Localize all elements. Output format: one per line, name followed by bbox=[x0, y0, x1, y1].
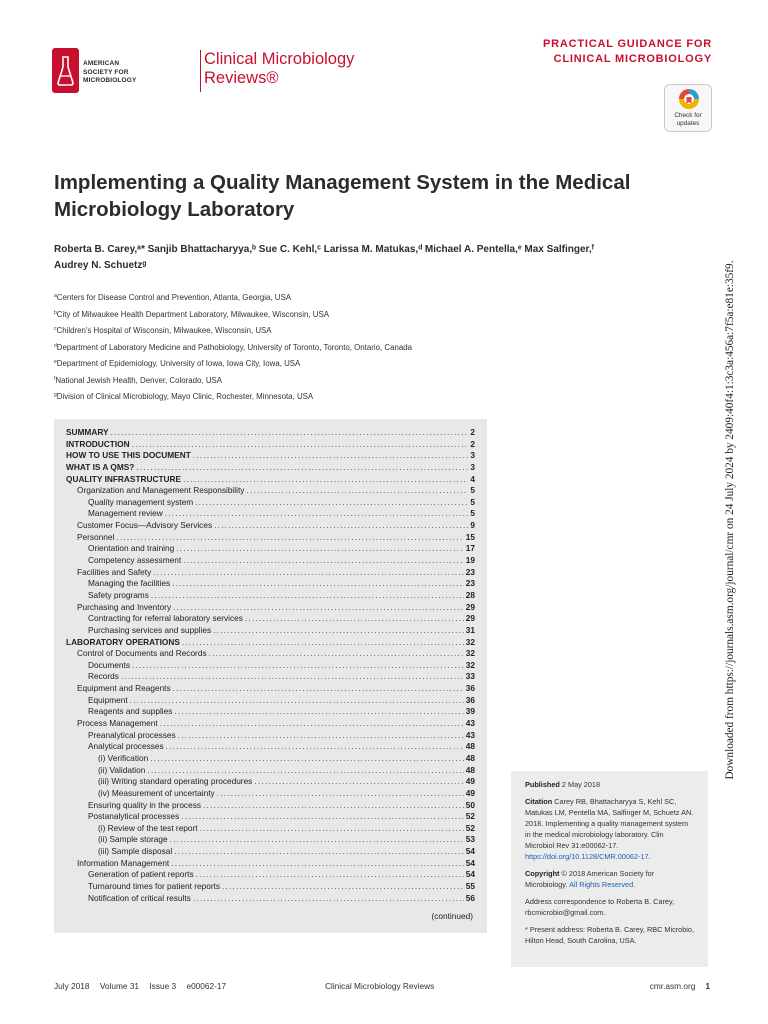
toc-entry-label: Ensuring quality in the process bbox=[88, 799, 201, 810]
toc-leader-dots bbox=[217, 788, 464, 800]
toc-entry-page: 23 bbox=[465, 566, 475, 577]
toc-entry-page: 54 bbox=[465, 846, 475, 857]
toc-entry-label: Control of Documents and Records bbox=[77, 648, 207, 659]
affiliation-text: Department of Laboratory Medicine and Pathobiology, University of Toronto, Toronto, Ontario, Canada bbox=[56, 342, 413, 352]
toc-entry-label: Quality management system bbox=[88, 496, 194, 507]
toc-entry[interactable] bbox=[66, 858, 475, 870]
citation-info: Citation Carey RB, Bhattacharyya S, Kehl SC, Matukas LM, Pentella MA, Salfinger M, Schuetz AN. 2018. Implementing a quality management system in the medical microbiology laboratory. Clin Microbiol Rev 31:e00062-17. https://doi.org/10.1128/CMR.00062-17. bbox=[525, 797, 694, 861]
toc-leader-dots bbox=[171, 858, 464, 870]
toc-entry[interactable] bbox=[66, 811, 475, 823]
toc-entry-page: 9 bbox=[470, 520, 475, 531]
present-address: * Present address: Roberta B. Carey, RBC Microbio, Hilton Head, South Carolina, USA. bbox=[525, 925, 694, 945]
section-label-line1: PRACTICAL GUIDANCE FOR bbox=[543, 38, 712, 50]
toc-entry-page: 43 bbox=[465, 718, 475, 729]
asm-flask-icon bbox=[52, 48, 79, 93]
page-footer bbox=[54, 981, 710, 995]
toc-entry-label: Contracting for referral laboratory services bbox=[88, 613, 243, 624]
toc-entry[interactable] bbox=[66, 520, 475, 532]
toc-entry[interactable] bbox=[66, 485, 475, 497]
toc-entry[interactable] bbox=[66, 753, 475, 765]
toc-entry-page: 32 bbox=[465, 636, 475, 647]
toc-entry[interactable] bbox=[66, 439, 475, 451]
toc-entry[interactable] bbox=[66, 625, 475, 637]
toc-entry[interactable] bbox=[66, 508, 475, 520]
toc-entry[interactable] bbox=[66, 695, 475, 707]
toc-leader-dots bbox=[182, 637, 464, 649]
journal-name-line2: Reviews® bbox=[204, 69, 279, 87]
toc-leader-dots bbox=[111, 427, 469, 439]
toc-leader-dots bbox=[193, 893, 464, 905]
author-line[interactable]: Roberta B. Carey,ᵃ* Sanjib Bhattacharyya,ᵇ Sue C. Kehl,ᶜ Larissa M. Matukas,ᵈ Michael A. Pentella,ᵉ Max Salfinger,ᶠ bbox=[54, 244, 595, 255]
toc-entry-page: 32 bbox=[465, 648, 475, 659]
published-info bbox=[525, 779, 694, 790]
toc-entry[interactable] bbox=[66, 671, 475, 683]
toc-leader-dots bbox=[151, 590, 464, 602]
toc-leader-dots bbox=[246, 485, 468, 497]
footer-journal: Clinical Microbiology Reviews bbox=[325, 981, 435, 991]
toc-entry-page: 48 bbox=[465, 741, 475, 752]
toc-leader-dots bbox=[183, 474, 468, 486]
affiliation-mark: f bbox=[54, 375, 56, 382]
toc-leader-dots bbox=[174, 846, 464, 858]
affiliation-text: Division of Clinical Microbiology, Mayo Clinic, Rochester, Minnesota, USA bbox=[56, 392, 314, 401]
toc-entry[interactable] bbox=[66, 532, 475, 544]
toc-entry-page: 55 bbox=[465, 880, 475, 891]
journal-name bbox=[204, 50, 354, 88]
footer-volume: Volume 31 bbox=[99, 981, 140, 991]
toc-entry-label: Equipment bbox=[88, 694, 128, 705]
toc-leader-dots bbox=[195, 497, 468, 509]
toc-entry-page: 48 bbox=[465, 764, 475, 775]
toc-entry-label: Generation of patient reports bbox=[88, 869, 194, 880]
toc-entry[interactable] bbox=[66, 497, 475, 509]
toc-leader-dots bbox=[132, 439, 469, 451]
citation-doi-link[interactable]: https://doi.org/10.1128/CMR.00062-17 bbox=[525, 852, 649, 861]
toc-entry-label: Notification of critical results bbox=[88, 892, 191, 903]
toc-entry-page: 49 bbox=[465, 787, 475, 798]
citation-text: Carey RB, Bhattacharyya S, Kehl SC, Matukas LM, Pentella MA, Salfinger M, Schuetz AN. 2018. Implementing a quality management system in the medical microbiology laboratory. Clin Microbiol Rev 31:e00062-17. bbox=[525, 797, 694, 850]
check-line1: Check for bbox=[674, 112, 702, 119]
affiliation-text: Children's Hospital of Wisconsin, Milwaukee, Wisconsin, USA bbox=[56, 326, 272, 335]
toc-entries bbox=[66, 427, 475, 904]
toc-entry-page: 32 bbox=[465, 659, 475, 670]
toc-entry-page: 49 bbox=[465, 776, 475, 787]
toc-entry-label: Reagents and supplies bbox=[88, 706, 173, 717]
section-label bbox=[543, 37, 712, 67]
toc-entry-page: 56 bbox=[465, 892, 475, 903]
toc-entry-page: 50 bbox=[465, 799, 475, 810]
toc-entry-page: 52 bbox=[465, 811, 475, 822]
toc-entry-page: 5 bbox=[470, 496, 475, 507]
toc-entry-label: WHAT IS A QMS? bbox=[66, 461, 135, 472]
affiliation-list bbox=[54, 289, 524, 405]
toc-entry-page: 28 bbox=[465, 589, 475, 600]
toc-entry-page: 3 bbox=[470, 461, 475, 472]
toc-entry[interactable] bbox=[66, 823, 475, 835]
toc-entry-label: Turnaround times for patient reports bbox=[88, 880, 221, 891]
toc-entry-page: 54 bbox=[465, 869, 475, 880]
toc-leader-dots bbox=[147, 765, 463, 777]
toc-entry-label: Facilities and Safety bbox=[77, 566, 152, 577]
toc-entry[interactable] bbox=[66, 706, 475, 718]
toc-entry-page: 39 bbox=[465, 706, 475, 717]
affiliation-mark: d bbox=[54, 342, 57, 349]
section-label-line2: CLINICAL MICROBIOLOGY bbox=[553, 53, 712, 65]
toc-entry-label: Management review bbox=[88, 508, 163, 519]
affiliation-text: National Jewish Health, Denver, Colorado, USA bbox=[55, 375, 223, 385]
citation-label: Citation bbox=[525, 797, 553, 806]
society-name bbox=[83, 60, 201, 86]
affiliation-mark: c bbox=[54, 326, 57, 332]
crossmark-icon bbox=[678, 88, 700, 112]
rights-link[interactable]: All Rights Reserved. bbox=[569, 880, 636, 889]
toc-entry-page: 5 bbox=[470, 485, 475, 496]
toc-leader-dots bbox=[174, 706, 463, 718]
toc-entry-page: 53 bbox=[465, 834, 475, 845]
toc-leader-dots bbox=[183, 555, 464, 567]
check-for-updates-button[interactable] bbox=[664, 84, 712, 132]
toc-leader-dots bbox=[116, 532, 463, 544]
toc-leader-dots bbox=[153, 567, 464, 579]
toc-entry-label: Safety programs bbox=[88, 589, 149, 600]
toc-entry[interactable] bbox=[66, 869, 475, 881]
toc-entry-page: 54 bbox=[465, 857, 475, 868]
toc-entry-page: 19 bbox=[465, 555, 475, 566]
toc-entry-label: (iv) Measurement of uncertainty bbox=[98, 787, 215, 798]
published-label: Published bbox=[525, 780, 560, 789]
download-note-text: Downloaded from https://journals.asm.org/journal/cmr on 24 July 2024 by 2409:40f4:1:3c3a:456a:7f5a:e81e:35f9. bbox=[724, 260, 736, 780]
toc-entry-page: 36 bbox=[465, 683, 475, 694]
toc-entry-label: Competency assessment bbox=[88, 555, 182, 566]
toc-leader-dots bbox=[172, 578, 464, 590]
affiliation-text: Department of Epidemiology, University of Iowa, Iowa City, Iowa, USA bbox=[56, 359, 301, 368]
toc-leader-dots bbox=[176, 543, 464, 555]
copyright-text: © 2018 American Society for Microbiology. bbox=[525, 869, 655, 889]
toc-entry[interactable] bbox=[66, 683, 475, 695]
toc-leader-dots bbox=[193, 450, 469, 462]
affiliation-item bbox=[54, 322, 524, 339]
toc-entry[interactable] bbox=[66, 543, 475, 555]
toc-entry-page: 52 bbox=[465, 822, 475, 833]
footer-right bbox=[650, 981, 710, 991]
toc-entry-label: Purchasing and Inventory bbox=[77, 601, 172, 612]
affiliation-item bbox=[54, 289, 524, 306]
toc-entry-label: Managing the facilities bbox=[88, 578, 171, 589]
footer-date: July 2018 bbox=[54, 981, 90, 991]
table-of-contents bbox=[54, 419, 487, 933]
affiliation-text: City of Milwaukee Health Department Laboratory, Milwaukee, Wisconsin, USA bbox=[56, 309, 329, 319]
toc-entry[interactable] bbox=[66, 578, 475, 590]
toc-entry-label: LABORATORY OPERATIONS bbox=[66, 636, 180, 647]
toc-leader-dots bbox=[166, 741, 464, 753]
toc-entry-label: Orientation and training bbox=[88, 543, 175, 554]
toc-entry-label: Documents bbox=[88, 659, 130, 670]
toc-leader-dots bbox=[196, 869, 464, 881]
affiliation-mark: e bbox=[54, 359, 57, 365]
toc-entry[interactable] bbox=[66, 474, 475, 486]
society-line: AMERICAN bbox=[83, 60, 120, 67]
article-info-panel bbox=[511, 771, 708, 967]
toc-entry-label: Information Management bbox=[77, 857, 170, 868]
toc-entry-label: (i) Review of the test report bbox=[98, 822, 198, 833]
toc-entry[interactable] bbox=[66, 602, 475, 614]
correspondence: Address correspondence to Roberta B. Carey, rbcmicrobio@gmail.com. bbox=[525, 897, 675, 917]
toc-entry[interactable] bbox=[66, 776, 475, 788]
toc-entry-label: (iii) Writing standard operating procedures bbox=[98, 776, 253, 787]
affiliation-item bbox=[54, 339, 524, 356]
affiliation-item bbox=[54, 372, 524, 389]
toc-leader-dots bbox=[170, 834, 464, 846]
toc-leader-dots bbox=[245, 613, 464, 625]
toc-entry-label: (iii) Sample disposal bbox=[98, 846, 173, 857]
toc-leader-dots bbox=[150, 753, 464, 765]
affiliation-item bbox=[54, 355, 524, 372]
toc-entry[interactable] bbox=[66, 567, 475, 579]
toc-entry-label: Purchasing services and supplies bbox=[88, 624, 212, 635]
toc-entry[interactable] bbox=[66, 741, 475, 753]
toc-entry[interactable] bbox=[66, 846, 475, 858]
society-line: MICROBIOLOGY bbox=[83, 77, 137, 85]
toc-leader-dots bbox=[165, 508, 469, 520]
copyright-info bbox=[525, 868, 694, 890]
toc-leader-dots bbox=[160, 718, 464, 730]
toc-leader-dots bbox=[178, 730, 464, 742]
toc-leader-dots bbox=[181, 811, 463, 823]
toc-entry-label: (ii) Validation bbox=[98, 764, 146, 775]
society-line: SOCIETY FOR bbox=[83, 68, 129, 76]
toc-entry-page: 17 bbox=[465, 543, 475, 554]
copyright-label: Copyright bbox=[525, 869, 560, 878]
toc-entry-label: (i) Verification bbox=[98, 752, 149, 763]
toc-leader-dots bbox=[214, 520, 468, 532]
toc-entry-page: 33 bbox=[465, 671, 475, 682]
toc-entry-label: Preanalytical processes bbox=[88, 729, 176, 740]
toc-entry[interactable] bbox=[66, 637, 475, 649]
toc-leader-dots bbox=[209, 648, 464, 660]
toc-leader-dots bbox=[200, 823, 464, 835]
toc-entry-label: QUALITY INFRASTRUCTURE bbox=[66, 473, 182, 484]
toc-entry-page: 2 bbox=[470, 438, 475, 449]
toc-entry-page: 5 bbox=[470, 508, 475, 519]
journal-logo[interactable] bbox=[52, 46, 355, 98]
toc-entry-label: INTRODUCTION bbox=[66, 438, 130, 449]
footer-issue: Issue 3 bbox=[149, 981, 177, 991]
toc-entry-page: 36 bbox=[465, 694, 475, 705]
toc-continued: (continued) bbox=[431, 911, 473, 921]
affiliation-mark: a bbox=[54, 293, 57, 299]
toc-entry-page: 31 bbox=[465, 624, 475, 635]
toc-leader-dots bbox=[173, 602, 464, 614]
toc-entry-label: Records bbox=[88, 671, 119, 682]
toc-entry[interactable] bbox=[66, 893, 475, 905]
toc-leader-dots bbox=[222, 881, 464, 893]
journal-name-line1: Clinical Microbiology bbox=[204, 50, 355, 68]
toc-entry-page: 43 bbox=[465, 729, 475, 740]
toc-entry-page: 15 bbox=[465, 531, 475, 542]
toc-entry-label: Analytical processes bbox=[88, 741, 164, 752]
affiliation-mark: b bbox=[54, 309, 57, 316]
toc-entry-page: 2 bbox=[470, 427, 475, 437]
toc-entry-label: Customer Focus—Advisory Services bbox=[77, 520, 213, 531]
toc-entry-label: Organization and Management Responsibility bbox=[77, 485, 245, 496]
toc-entry[interactable] bbox=[66, 462, 475, 474]
affiliation-item bbox=[54, 306, 524, 323]
footer-article-id: e00062-17 bbox=[186, 981, 227, 991]
toc-entry-label: Personnel bbox=[77, 531, 115, 542]
page-number: 1 bbox=[705, 981, 710, 991]
toc-entry-page: 4 bbox=[470, 473, 475, 484]
affiliation-item bbox=[54, 388, 524, 405]
toc-entry-label: HOW TO USE THIS DOCUMENT bbox=[66, 450, 191, 461]
toc-leader-dots bbox=[173, 683, 464, 695]
toc-entry-label: (ii) Sample storage bbox=[98, 834, 168, 845]
toc-entry[interactable] bbox=[66, 450, 475, 462]
toc-entry-label: Postanalytical processes bbox=[88, 811, 180, 822]
footer-site-link[interactable]: cmr.asm.org bbox=[649, 981, 696, 991]
toc-leader-dots bbox=[254, 776, 463, 788]
toc-entry-page: 23 bbox=[465, 578, 475, 589]
toc-entry-page: 29 bbox=[465, 613, 475, 624]
toc-entry-page: 3 bbox=[470, 450, 475, 461]
toc-entry[interactable] bbox=[66, 427, 475, 439]
toc-entry[interactable] bbox=[66, 718, 475, 730]
toc-entry[interactable] bbox=[66, 660, 475, 672]
toc-entry-label: Equipment and Reagents bbox=[77, 683, 171, 694]
author-line[interactable]: Audrey N. Schuetzᵍ bbox=[54, 259, 147, 271]
footer-issue-info bbox=[54, 981, 234, 991]
toc-entry[interactable] bbox=[66, 800, 475, 812]
toc-entry-label: SUMMARY bbox=[66, 427, 109, 437]
affiliation-mark: g bbox=[54, 392, 57, 398]
toc-entry-page: 29 bbox=[465, 601, 475, 612]
toc-entry[interactable] bbox=[66, 590, 475, 602]
toc-entry[interactable] bbox=[66, 648, 475, 660]
toc-leader-dots bbox=[136, 462, 468, 474]
toc-entry[interactable] bbox=[66, 834, 475, 846]
toc-leader-dots bbox=[130, 695, 464, 707]
toc-leader-dots bbox=[132, 660, 464, 672]
toc-entry[interactable] bbox=[66, 788, 475, 800]
toc-entry[interactable] bbox=[66, 765, 475, 777]
toc-entry[interactable] bbox=[66, 881, 475, 893]
toc-leader-dots bbox=[121, 671, 464, 683]
affiliation-text: Centers for Disease Control and Prevention, Atlanta, Georgia, USA bbox=[56, 293, 291, 302]
toc-leader-dots bbox=[213, 625, 464, 637]
toc-entry[interactable] bbox=[66, 613, 475, 625]
toc-entry[interactable] bbox=[66, 730, 475, 742]
published-date: 2 May 2018 bbox=[561, 780, 601, 789]
check-for-updates-label bbox=[665, 112, 711, 127]
article-title: Implementing a Quality Management System in the Medical Microbiology Laboratory bbox=[54, 171, 631, 221]
toc-entry-label: Process Management bbox=[77, 718, 158, 729]
toc-leader-dots bbox=[203, 800, 464, 812]
logo-divider bbox=[200, 50, 201, 92]
toc-entry[interactable] bbox=[66, 555, 475, 567]
check-line2: updates bbox=[676, 119, 700, 127]
author-list bbox=[54, 242, 694, 273]
toc-entry-page: 48 bbox=[465, 752, 475, 763]
